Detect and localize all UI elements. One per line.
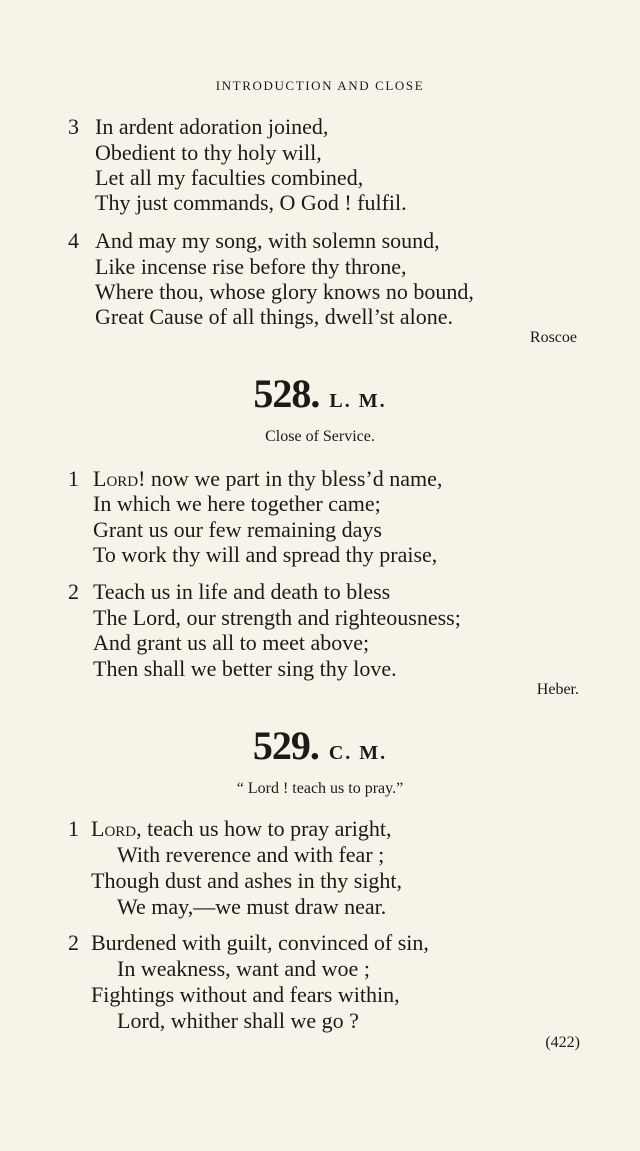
- attribution: Roscoe: [529, 329, 577, 346]
- verse-line-rest: ! now we part in thy bless’d name,: [138, 466, 443, 491]
- meter: L. M.: [329, 390, 387, 412]
- verse-line: Lord, whither shall we go ?: [117, 1008, 359, 1033]
- hymn-subtitle: Close of Service.: [265, 428, 375, 445]
- stanza-number: 3: [68, 114, 79, 139]
- page-number: (422): [545, 1034, 580, 1051]
- verse-line: With reverence and with fear ;: [117, 842, 385, 867]
- hymn-heading-529: [0, 722, 640, 769]
- verse-line: [91, 816, 391, 842]
- verse-line: Where thou, whose glory knows no bound,: [95, 279, 474, 304]
- hymn-number: 528.: [253, 371, 320, 416]
- verse-line: Fightings without and fears within,: [91, 982, 400, 1007]
- attribution: Heber.: [536, 681, 579, 698]
- hymn-number: 529.: [252, 723, 319, 768]
- verse-line: We may,—we must draw near.: [117, 894, 387, 919]
- verse-line: To work thy will and spread thy praise,: [93, 542, 438, 567]
- verse-line: Then shall we better sing thy love.: [93, 656, 397, 681]
- stanza-number: 1: [68, 466, 79, 491]
- verse-line: In which we here together came;: [93, 491, 381, 516]
- verse-line: Teach us in life and death to bless: [93, 579, 391, 604]
- verse-line: Thy just commands, O God ! fulfil.: [95, 190, 407, 215]
- running-head: INTRODUCTION AND CLOSE: [215, 78, 425, 93]
- verse-line: Though dust and ashes in thy sight,: [91, 868, 403, 893]
- hymn-heading-528: [0, 370, 640, 417]
- verse-line: The Lord, our strength and righteousness;: [93, 605, 461, 630]
- verse-line: Like incense rise before thy throne,: [95, 254, 407, 279]
- verse-line: Let all my faculties combined,: [95, 165, 364, 190]
- verse-line: And may my song, with solemn sound,: [95, 228, 440, 253]
- verse-line: Obedient to thy holy will,: [95, 140, 322, 165]
- verse-line: [93, 466, 442, 492]
- verse-line: Burdened with guilt, convinced of sin,: [91, 930, 429, 955]
- stanza-number: 2: [68, 930, 79, 955]
- verse-line: Great Cause of all things, dwell’st alone.: [95, 304, 454, 329]
- stanza-number: 4: [68, 228, 79, 253]
- verse-line: And grant us all to meet above;: [93, 630, 370, 655]
- meter: C. M.: [328, 742, 388, 764]
- stanza-number: 2: [68, 579, 79, 604]
- verse-line: In ardent adoration joined,: [95, 114, 329, 139]
- first-word: Lord: [93, 466, 139, 491]
- stanza-number: 1: [68, 816, 79, 841]
- verse-line-rest: , teach us how to pray aright,: [136, 816, 392, 841]
- verse-line: Grant us our few remaining days: [93, 517, 382, 542]
- first-word: Lord: [91, 816, 137, 841]
- hymn-subtitle: “ Lord ! teach us to pray.”: [236, 780, 404, 797]
- verse-line: In weakness, want and woe ;: [117, 956, 370, 981]
